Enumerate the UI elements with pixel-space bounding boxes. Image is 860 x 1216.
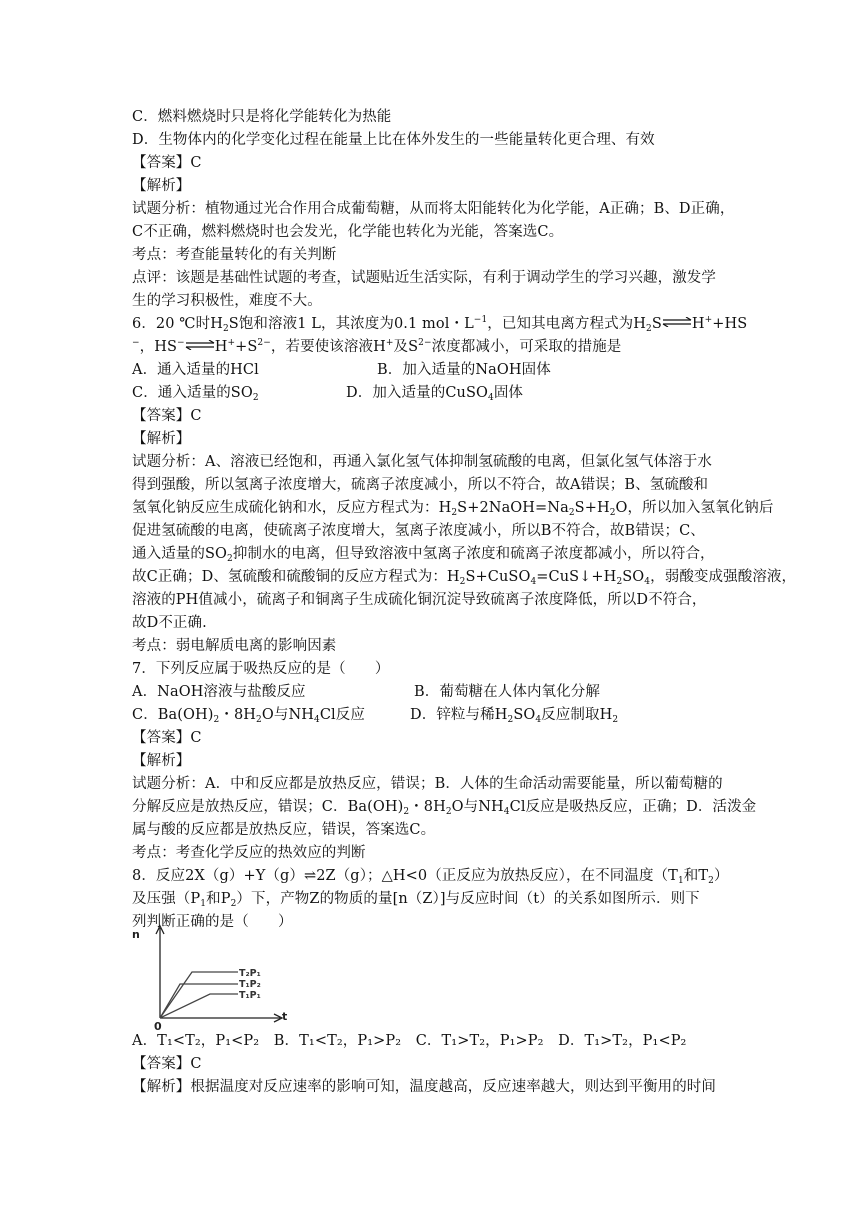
- question-8-stem: 及压强（$P_1$和$P_2$）下，产物Z的物质的量[n（Z）]与反应时间（t）的关系如图所示．则下: [132, 891, 700, 909]
- analysis-text: 试题分析：植物通过光合作用合成葡萄糖，从而将太阳能转化为化学能，A正确；B、D正确，: [132, 201, 735, 217]
- option-c-text: C．燃料燃烧时只是将化学能转化为热能: [132, 109, 392, 125]
- equilibrium-arrow-icon: [662, 317, 692, 327]
- option-c: C．$Ba(OH)_2$・$8H_2O$与$NH_4Cl$反应: [132, 707, 365, 725]
- knowledge-point: 考点：考查能量转化的有关判断: [132, 247, 337, 263]
- curve-label: T₁P₂: [239, 979, 261, 990]
- analysis-text: 得到强酸，所以氢离子浓度增大，硫离子浓度减小，所以不符合，故A错误；B、氢硫酸和: [132, 477, 709, 493]
- analysis-label: 【解析】: [132, 178, 191, 194]
- analysis-text: 试题分析：A、溶液已经饱和，再通入氯化氢气体抑制氢硫酸的电离，但氯化氢气体溶于水: [132, 454, 712, 470]
- question-6-stem: 6．20 ℃时$H_2S$饱和溶液1 L，其浓度为0.1 mol・$L^{-1}$，已知其电离方程式为$H_2S$ H++HS: [132, 315, 748, 334]
- option-d-text: D．生物体内的化学变化过程在能量上比在体外发生的一些能量转化更合理、有效: [132, 132, 655, 148]
- question-7-stem: 7．下列反应属于吸热反应的是（ ）: [132, 661, 390, 677]
- y-axis-label: n: [132, 928, 140, 941]
- analysis-label: 【解析】: [132, 431, 191, 447]
- analysis-text: 通入适量的$SO_2$抑制水的电离，但导致溶液中氢离子浓度和硫离子浓度都减小，所以符合，: [132, 546, 715, 564]
- analysis-text: 试题分析：A．中和反应都是放热反应，错误；B．人体的生命活动需要能量，所以葡萄糖的: [132, 776, 723, 792]
- question-8-stem: 8．反应2X（g）+Y（g）⇌2Z（g）；△H<0（正反应为放热反应），在不同温度（$T_1$和$T_2$）: [132, 868, 729, 886]
- option-b: B．加入适量的NaOH固体: [377, 362, 551, 378]
- question-8-options: A．T₁<T₂，P₁<P₂ B．T₁<T₂，P₁>P₂ C．T₁>T₂，P₁>P₂ D．T₁>T₂，P₁<P₂: [132, 1033, 687, 1049]
- question-7-options: [132, 681, 600, 703]
- option-c: C．通入适量的$SO_2$: [132, 385, 259, 403]
- analysis-text: C不正确，燃料燃烧时也会发光，化学能也转化为光能，答案选C。: [132, 224, 564, 240]
- question-6-options: [132, 359, 551, 381]
- comment-text: 点评：该题是基础性试题的考查，试题贴近生活实际，有利于调动学生的学习兴趣，激发学: [132, 270, 716, 286]
- analysis-label: 【解析】: [132, 753, 191, 769]
- answer-label: 【答案】C: [132, 155, 202, 171]
- curve-label: T₂P₁: [239, 968, 261, 979]
- curve-label: T₁P₁: [239, 990, 261, 1001]
- analysis-text: 氢氧化钠反应生成硫化钠和水，反应方程式为：$H_2S+2NaOH=Na_2S+H_2O$，所以加入氢氧化钠后: [132, 500, 774, 518]
- analysis-text: 分解反应是放热反应，错误；C．$Ba(OH)_2$・$8H_2O$与$NH_4Cl$反应是吸热反应，正确；D．活泼金: [132, 799, 757, 817]
- answer-label: 【答案】C: [132, 1056, 202, 1072]
- option-a: A．通入适量的HCl: [132, 362, 259, 378]
- n-t-graph: [128, 920, 288, 1032]
- equilibrium-arrow-icon: [185, 340, 215, 350]
- option-d: D．加入适量的CuSO$_4$固体: [346, 385, 524, 403]
- option-a: A．NaOH溶液与盐酸反应: [132, 684, 306, 700]
- knowledge-point: 考点：考查化学反应的热效应的判断: [132, 845, 366, 861]
- question-6-stem: −，HS− $H^++S^{2-}$，若要使该溶液H+及$S^{2-}$浓度都减小，可采取的措施是: [132, 338, 622, 355]
- origin-label: 0: [154, 1020, 162, 1032]
- option-b: B．葡萄糖在人体内氧化分解: [414, 684, 600, 700]
- comment-text: 生的学习积极性，难度不大。: [132, 293, 322, 309]
- analysis-text: 溶液的PH值减小，硫离子和铜离子生成硫化铜沉淀导致硫离子浓度降低，所以D不符合，: [132, 592, 707, 608]
- analysis-text: 属与酸的反应都是放热反应，错误，答案选C。: [132, 822, 436, 838]
- analysis-text: 促进氢硫酸的电离，使硫离子浓度增大，氢离子浓度减小，所以B不符合，故B错误；C、: [132, 523, 705, 539]
- option-d: D．锌粒与稀$H_2SO_4$反应制取$H_2$: [410, 707, 619, 725]
- knowledge-point: 考点：弱电解质电离的影响因素: [132, 638, 337, 654]
- analysis-text: 故D不正确.: [132, 615, 207, 631]
- question-6-options: [132, 382, 524, 404]
- answer-label: 【答案】C: [132, 730, 202, 746]
- analysis-text: 故C正确；D、氢硫酸和硫酸铜的反应方程式为：$H_2S+CuSO_4=CuS↓+H_2SO_4$，弱酸变成强酸溶液，: [132, 569, 797, 587]
- answer-label: 【答案】C: [132, 408, 202, 424]
- curve-t2p1: [160, 972, 238, 1018]
- x-axis-label: t: [282, 1010, 288, 1023]
- question-8-stem: 列判断正确的是（ ）: [132, 914, 293, 930]
- question-7-options: [132, 704, 619, 726]
- analysis-text: 【解析】根据温度对反应速率的影响可知，温度越高，反应速率越大，则达到平衡用的时间: [132, 1079, 716, 1095]
